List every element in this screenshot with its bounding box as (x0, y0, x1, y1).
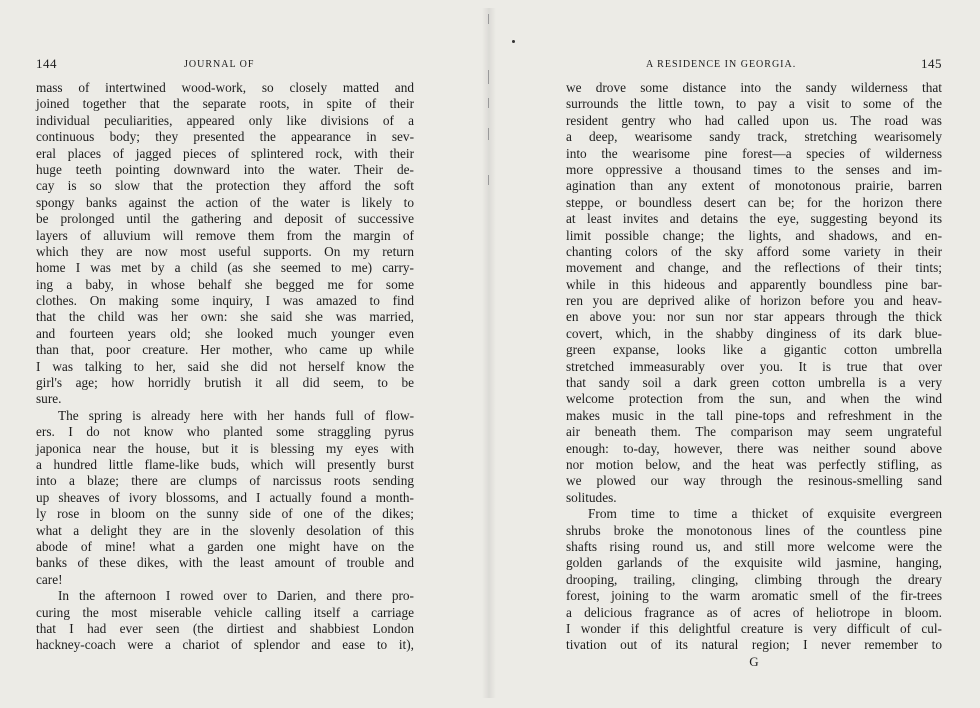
right-running-head (566, 56, 942, 78)
text-line: ly rose in bloom on the sunny side of one of the dikes; (36, 506, 414, 522)
text-line: en above you: nor sun nor star appears through the thick (566, 309, 942, 325)
text-line: curing the most miserable vehicle calling itself a carriage (36, 604, 414, 620)
text-line: while in this hideous and apparently boundless pine bar- (566, 276, 942, 292)
text-line: makes music in the tall pine-tops and refreshment in the (566, 407, 942, 423)
text-line: we drove some distance into the sandy wilderness that (566, 80, 942, 95)
ink-speck (512, 40, 515, 43)
text-line: ing a baby, in whose behalf she begged me for some (36, 276, 414, 292)
text-line: layers of alluvium will remove them from the margin of (36, 227, 414, 243)
text-line: up sheaves of ivory blossoms, and I actually found a month- (36, 489, 414, 505)
text-line: cay is so slow that the protection they afford the soft (36, 178, 414, 194)
text-line: home I was met by a child (as she seemed to me) carry- (36, 260, 414, 276)
text-line: a deep, wearisome sandy track, stretching wearisomely (566, 129, 942, 145)
text-line: individual peculiarities, appeared only like divisions of a (36, 112, 414, 128)
text-line: clothes. On making some inquiry, I was amazed to find (36, 293, 414, 309)
text-line: chanting colors of the sky afford some variety in their (566, 243, 942, 259)
text-line: sure. (36, 391, 62, 407)
text-line: nor motion below, and the heat was perfectly stifling, as (566, 456, 942, 472)
text-line: air beneath them. The comparison may seem ungrateful (566, 424, 942, 440)
text-line: shrubs broke the monotonous lines of the countless pine (566, 522, 942, 538)
left-running-head (36, 56, 414, 78)
left-page-number: 144 (36, 56, 57, 71)
text-line: and fourteen years old; she looked much younger even (36, 325, 414, 341)
text-line: golden garlands of the exquisite wild jasmine, hanging, (566, 555, 942, 571)
gutter-mark-3 (488, 98, 489, 108)
text-line: that sandy soil a dark green cotton umbrella is a very (566, 375, 942, 391)
left-body-text (36, 80, 414, 654)
text-line: care! (36, 571, 63, 587)
text-line: japonica near the house, but it is blessing my eyes with (36, 440, 414, 456)
text-line: covert, which, in the shabby dinginess of its dark blue- (566, 325, 942, 341)
text-line: forest, joining to the warm aromatic smell of the fir-trees (566, 588, 942, 604)
right-page (566, 56, 942, 670)
text-line: limit possible change; the lights, and shadows, and en- (566, 227, 942, 243)
text-line: abode of mine! what a garden one might have on the (36, 538, 414, 554)
text-line: a hundred little flame-like buds, which will presently burst (36, 456, 414, 472)
left-page (36, 56, 414, 654)
text-line: The spring is already here with her hands full of flow- (58, 407, 414, 423)
text-line: more oppressive a thousand times to the senses and im- (566, 161, 942, 177)
text-line: mass of intertwined wood-work, so closely matted and (36, 80, 414, 95)
text-line: From time to time a thicket of exquisite evergreen (588, 506, 942, 522)
text-line: that I had ever seen (the dirtiest and shabbiest London (36, 620, 414, 636)
text-line: I was talking to her, said she did not herself know the (36, 358, 414, 374)
gutter-mark-4 (488, 128, 489, 140)
text-line: agination than any extent of monotonous prairie, barren (566, 178, 942, 194)
text-line: green expanse, looks like a gigantic cotton umbrella (566, 342, 942, 358)
text-line: enough: to-day, however, there was neither sound above (566, 440, 942, 456)
book-gutter (482, 8, 496, 698)
text-line: we plowed our way through the resinous-smelling sand (566, 473, 942, 489)
text-line: tivation out of its natural region; I never remember to (566, 637, 942, 653)
text-line: movement and change, and the reflections of their tints; (566, 260, 942, 276)
text-line: resident gentry who had called upon us. The road was (566, 112, 942, 128)
text-line: eral places of jagged pieces of splintered rock, with their (36, 145, 414, 161)
text-line: ers. I do not know who planted some straggling pyrus (36, 424, 414, 440)
text-line: In the afternoon I rowed over to Darien, and there pro- (58, 588, 414, 604)
text-line: which they are now most useful supports. On my return (36, 243, 414, 259)
right-body-text (566, 80, 942, 670)
text-line: banks of these dikes, with the least amount of trouble and (36, 555, 414, 571)
text-line: that the child was her own: she said she was married, (36, 309, 414, 325)
text-line: huge teeth pointing downward into the water. Their de- (36, 161, 414, 177)
text-line: I wonder if this delightful creature is very difficult of cul- (566, 620, 942, 636)
text-line: into a blaze; there are clumps of narcissus roots sending (36, 473, 414, 489)
text-line: at least invites and detains the eye, suggesting beyond its (566, 211, 942, 227)
left-running-title: JOURNAL OF (184, 59, 255, 70)
text-line: a delicious fragrance as of acres of heliotrope in bloom. (566, 604, 942, 620)
text-line: drooping, trailing, clinging, climbing through the dreary (566, 571, 942, 587)
gutter-mark-2 (488, 70, 489, 84)
gutter-mark-5 (488, 175, 489, 185)
text-line: joined together that the separate roots, in spite of their (36, 96, 414, 112)
text-line: steppe, or boundless desert can be; for the horizon there (566, 194, 942, 210)
text-line: be prolonged until the gathering and deposit of successive (36, 211, 414, 227)
text-line: solitudes. (566, 489, 617, 505)
text-line: surrounds the little town, to pay a visit to some of the (566, 96, 942, 112)
text-line: than that, poor creature. Her mother, who came up while (36, 342, 414, 358)
text-line: girl's age; how horridly brutish it all did seem, to be (36, 375, 414, 391)
text-line: what a delight they are in the slovenly desolation of this (36, 522, 414, 538)
text-line: spongy banks against the action of the water is likely to (36, 194, 414, 210)
right-page-number: 145 (921, 56, 942, 71)
gutter-mark-1 (488, 14, 489, 24)
right-running-title: A RESIDENCE IN GEORGIA. (646, 59, 797, 70)
text-line: ren you are deprived alike of horizon before you and heav- (566, 293, 942, 309)
text-line: continuous body; they presented the appearance in sev- (36, 129, 414, 145)
text-line: shafts rising round us, and still more welcome were the (566, 538, 942, 554)
text-line: hackney-coach were a chariot of splendor and ease to it), (36, 637, 414, 653)
text-line: welcome protection from the sun, and when the wind (566, 391, 942, 407)
text-line: into the wearisome pine forest—a species of wilderness (566, 145, 942, 161)
signature-mark: G (749, 653, 759, 669)
text-line: stretched immeasurably over you. It is true that over (566, 358, 942, 374)
